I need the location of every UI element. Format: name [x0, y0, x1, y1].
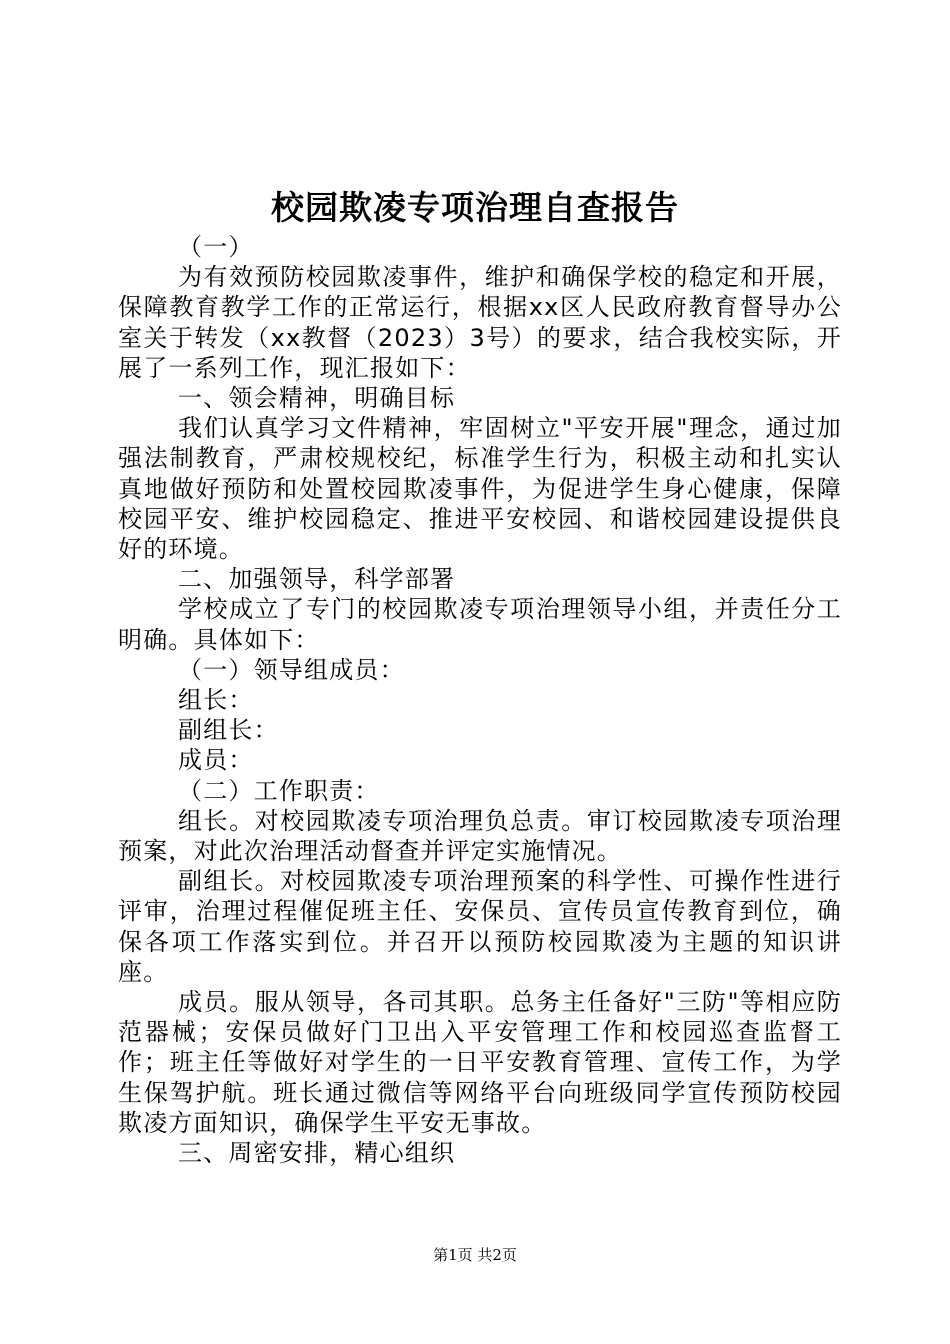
duty-leader: 组长。对校园欺凌专项治理负总责。审订校园欺凌专项治理预案，对此次治理活动督查并评定实施情况。	[118, 806, 842, 866]
intro-paragraph: 为有效预防校园欺凌事件，维护和确保学校的稳定和开展，保障教育教学工作的正常运行，根据xx区人民政府教育督导办公室关于转发（xx教督（2023）3号）的要求，结合我校实际，开展了一系列工作，现汇报如下：	[118, 263, 842, 382]
paragraph-spirit: 我们认真学习文件精神，牢固树立"平安开展"理念，通过加强法制教育，严肃校规校纪，标准学生行为，积极主动和扎实认真地做好预防和处置校园欺凌事件，为促进学生身心健康，保障校园平安、维护校园稳定、推进平安校园、和谐校园建设提供良好的环境。	[118, 414, 842, 564]
member-deputy: 副组长：	[178, 716, 279, 745]
document-body	[118, 232, 842, 1168]
section-number: （一）	[178, 233, 254, 261]
duty-deputy: 副组长。对校园欺凌专项治理预案的科学性、可操作性进行评审，治理过程催促班主任、安保员、宣传员宣传教育到位，确保各项工作落实到位。并召开以预防校园欺凌为主题的知识讲座。	[118, 867, 842, 986]
heading-3: 三、周密安排，精心组织	[178, 1139, 456, 1168]
document-title: 校园欺凌专项治理自查报告	[271, 188, 679, 227]
subheading-members: （一）领导组成员：	[178, 655, 405, 684]
member-staff: 成员：	[178, 746, 254, 775]
subheading-duties: （二）工作职责：	[178, 776, 380, 805]
member-leader: 组长：	[178, 686, 254, 715]
duty-members: 成员。服从领导，各司其职。总务主任备好"三防"等相应防范器械；安保员做好门卫出入平安管理工作和校园巡查监督工作；班主任等做好对学生的一日平安教育管理、宣传工作，为学生保驾护航。班长通过微信等网络平台向班级同学宣传预防校园欺凌方面知识，确保学生平安无事故。	[118, 988, 842, 1137]
paragraph-leadership: 学校成立了专门的校园欺凌专项治理领导小组，并责任分工明确。具体如下：	[118, 595, 842, 654]
heading-2: 二、加强领导，科学部署	[178, 565, 456, 594]
page-footer: 第1页 共2页	[433, 1246, 517, 1264]
heading-1: 一、领会精神，明确目标	[178, 384, 456, 413]
